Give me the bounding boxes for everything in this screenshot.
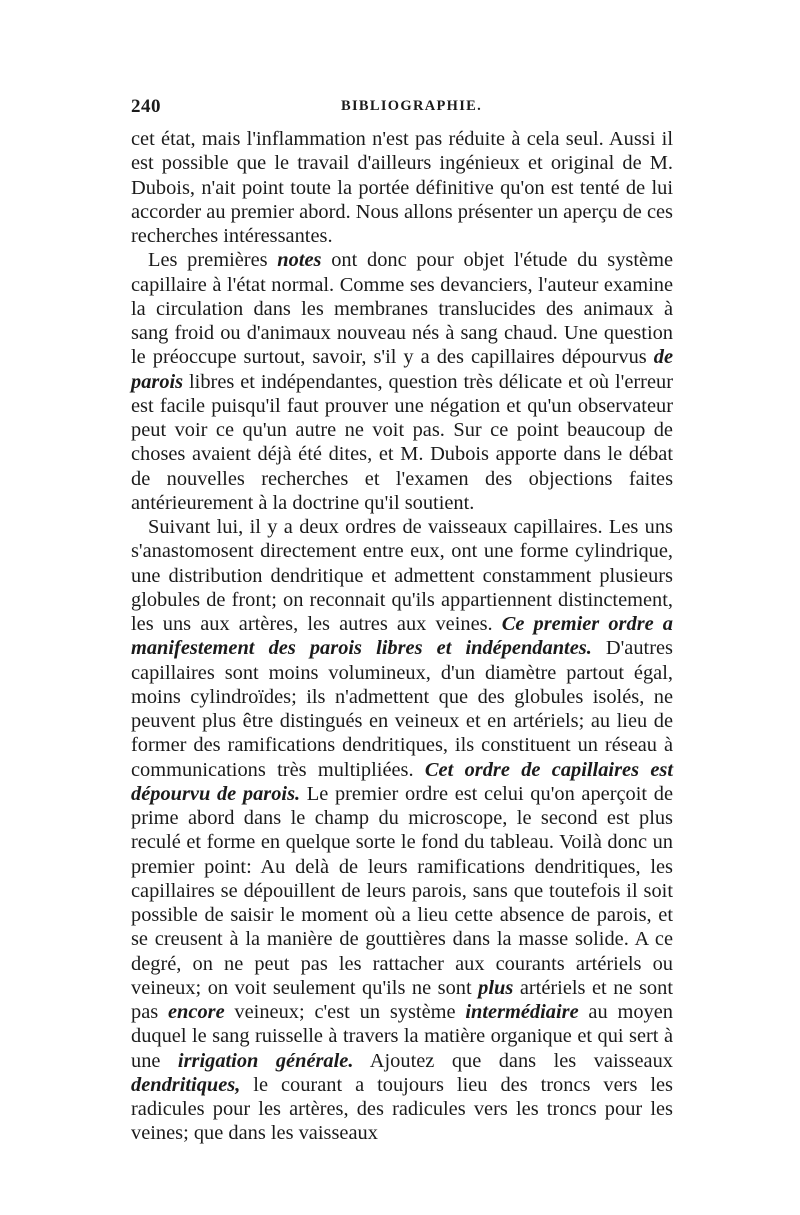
text-segment: le courant a toujours lieu des troncs vers les radicules pour les artères, des radicules vers les troncs pour les veines; que dans les vaisseaux bbox=[131, 1073, 673, 1145]
text-segment: D'autres capillaires sont moins volumineux, d'un diamètre partout égal, moins cylindroïdes; ils n'admettent que des globules isolés, ne peuvent plus être distingués en veineux et en artériels; au lieu de former des ramifications dendritiques, ils constituent un réseau à communications très multipliées. bbox=[131, 637, 673, 781]
italic-segment: Ce premier ordre a manifestement des parois libres et indépendantes. bbox=[131, 613, 673, 660]
text-segment: libres et indépendantes, question très délicate et où l'erreur est facile puisqu'il faut prouver une négation et qu'un observateur peut voir ce qu'un autre ne voit pas. Sur ce point beaucoup de choses avaient déjà été dites, et M. Dubois apporte dans le débat de nouvelles recherches et l'examen des objections faites antérieurement à la doctrine qu'il soutient. bbox=[131, 370, 673, 514]
running-head bbox=[131, 96, 671, 120]
italic-segment: de parois bbox=[131, 346, 673, 393]
italic-segment: irrigation générale. bbox=[177, 1049, 354, 1072]
body-text bbox=[131, 127, 673, 1146]
page-number: 240 bbox=[131, 96, 161, 117]
text-segment: Les premières bbox=[148, 249, 278, 272]
italic-segment: encore bbox=[168, 1001, 225, 1023]
paragraph-3 bbox=[131, 515, 673, 1146]
italic-segment: notes bbox=[277, 249, 322, 272]
text-segment: Ajoutez que dans les vaisseaux bbox=[353, 1049, 673, 1072]
text-segment: ont donc pour objet l'étude du système capillaire à l'état normal. Comme ses devanciers, l'auteur examine la circulation dans les membranes translucides des animaux à sang froid ou d'animaux nouveau nés à sang chaud. Une question le préoccupe surtout, savoir, s'il y a des capillaires dépourvus bbox=[131, 249, 673, 369]
italic-segment: plus bbox=[478, 976, 514, 999]
paragraph-2 bbox=[131, 248, 673, 515]
text-segment: veineux; c'est un système bbox=[224, 1001, 466, 1023]
text-segment: Suivant lui, il y a deux ordres de vaisseaux capillaires. Les uns s'anastomosent directement entre eux, ont une forme cylindrique, une distribution dendritique et admettent constamment plusieurs globules de front; on reconnait qu'ils appartiennent distinctement, les uns aux artères, les autres aux veines. bbox=[131, 516, 673, 635]
text-segment: au moyen duquel le sang ruisselle à travers la matière organique et qui sert à une bbox=[131, 1001, 673, 1072]
italic-segment: intermédiaire bbox=[465, 1001, 579, 1023]
text-segment: Le premier ordre est celui qu'on aperçoit de prime abord dans le champ du microscope, le second est plus reculé et forme en quelque sorte le fond du tableau. Voilà donc un premier point: Au delà de leurs ramifications dendritiques, les capillaires se dépouillent de leurs parois, sans que toutefois il soit possible de saisir le moment où a lieu cette absence de parois, et se creusent à la manière de gouttières dans la masse solide. A ce degré, on ne peut pas les rattacher aux courants artériels ou veineux; on voit seulement qu'ils ne sont bbox=[131, 782, 673, 999]
italic-segment: dendritiques, bbox=[131, 1073, 241, 1096]
running-title: BIBLIOGRAPHIE. bbox=[341, 98, 483, 114]
text-segment: cet état, mais l'inflammation n'est pas réduite à cela seul. Aussi il est possible que le travail d'ailleurs ingénieux et original de M. Dubois, n'ait point toute la portée définitive qu'on est tenté de lui accorder au premier abord. Nous allons présenter un aperçu de ces recherches intéressantes. bbox=[131, 128, 673, 247]
italic-segment: Cet ordre de capillaires est dépourvu de parois. bbox=[131, 758, 673, 805]
paragraph-1 bbox=[131, 127, 673, 248]
text-segment: artériels et ne sont pas bbox=[131, 976, 673, 1023]
